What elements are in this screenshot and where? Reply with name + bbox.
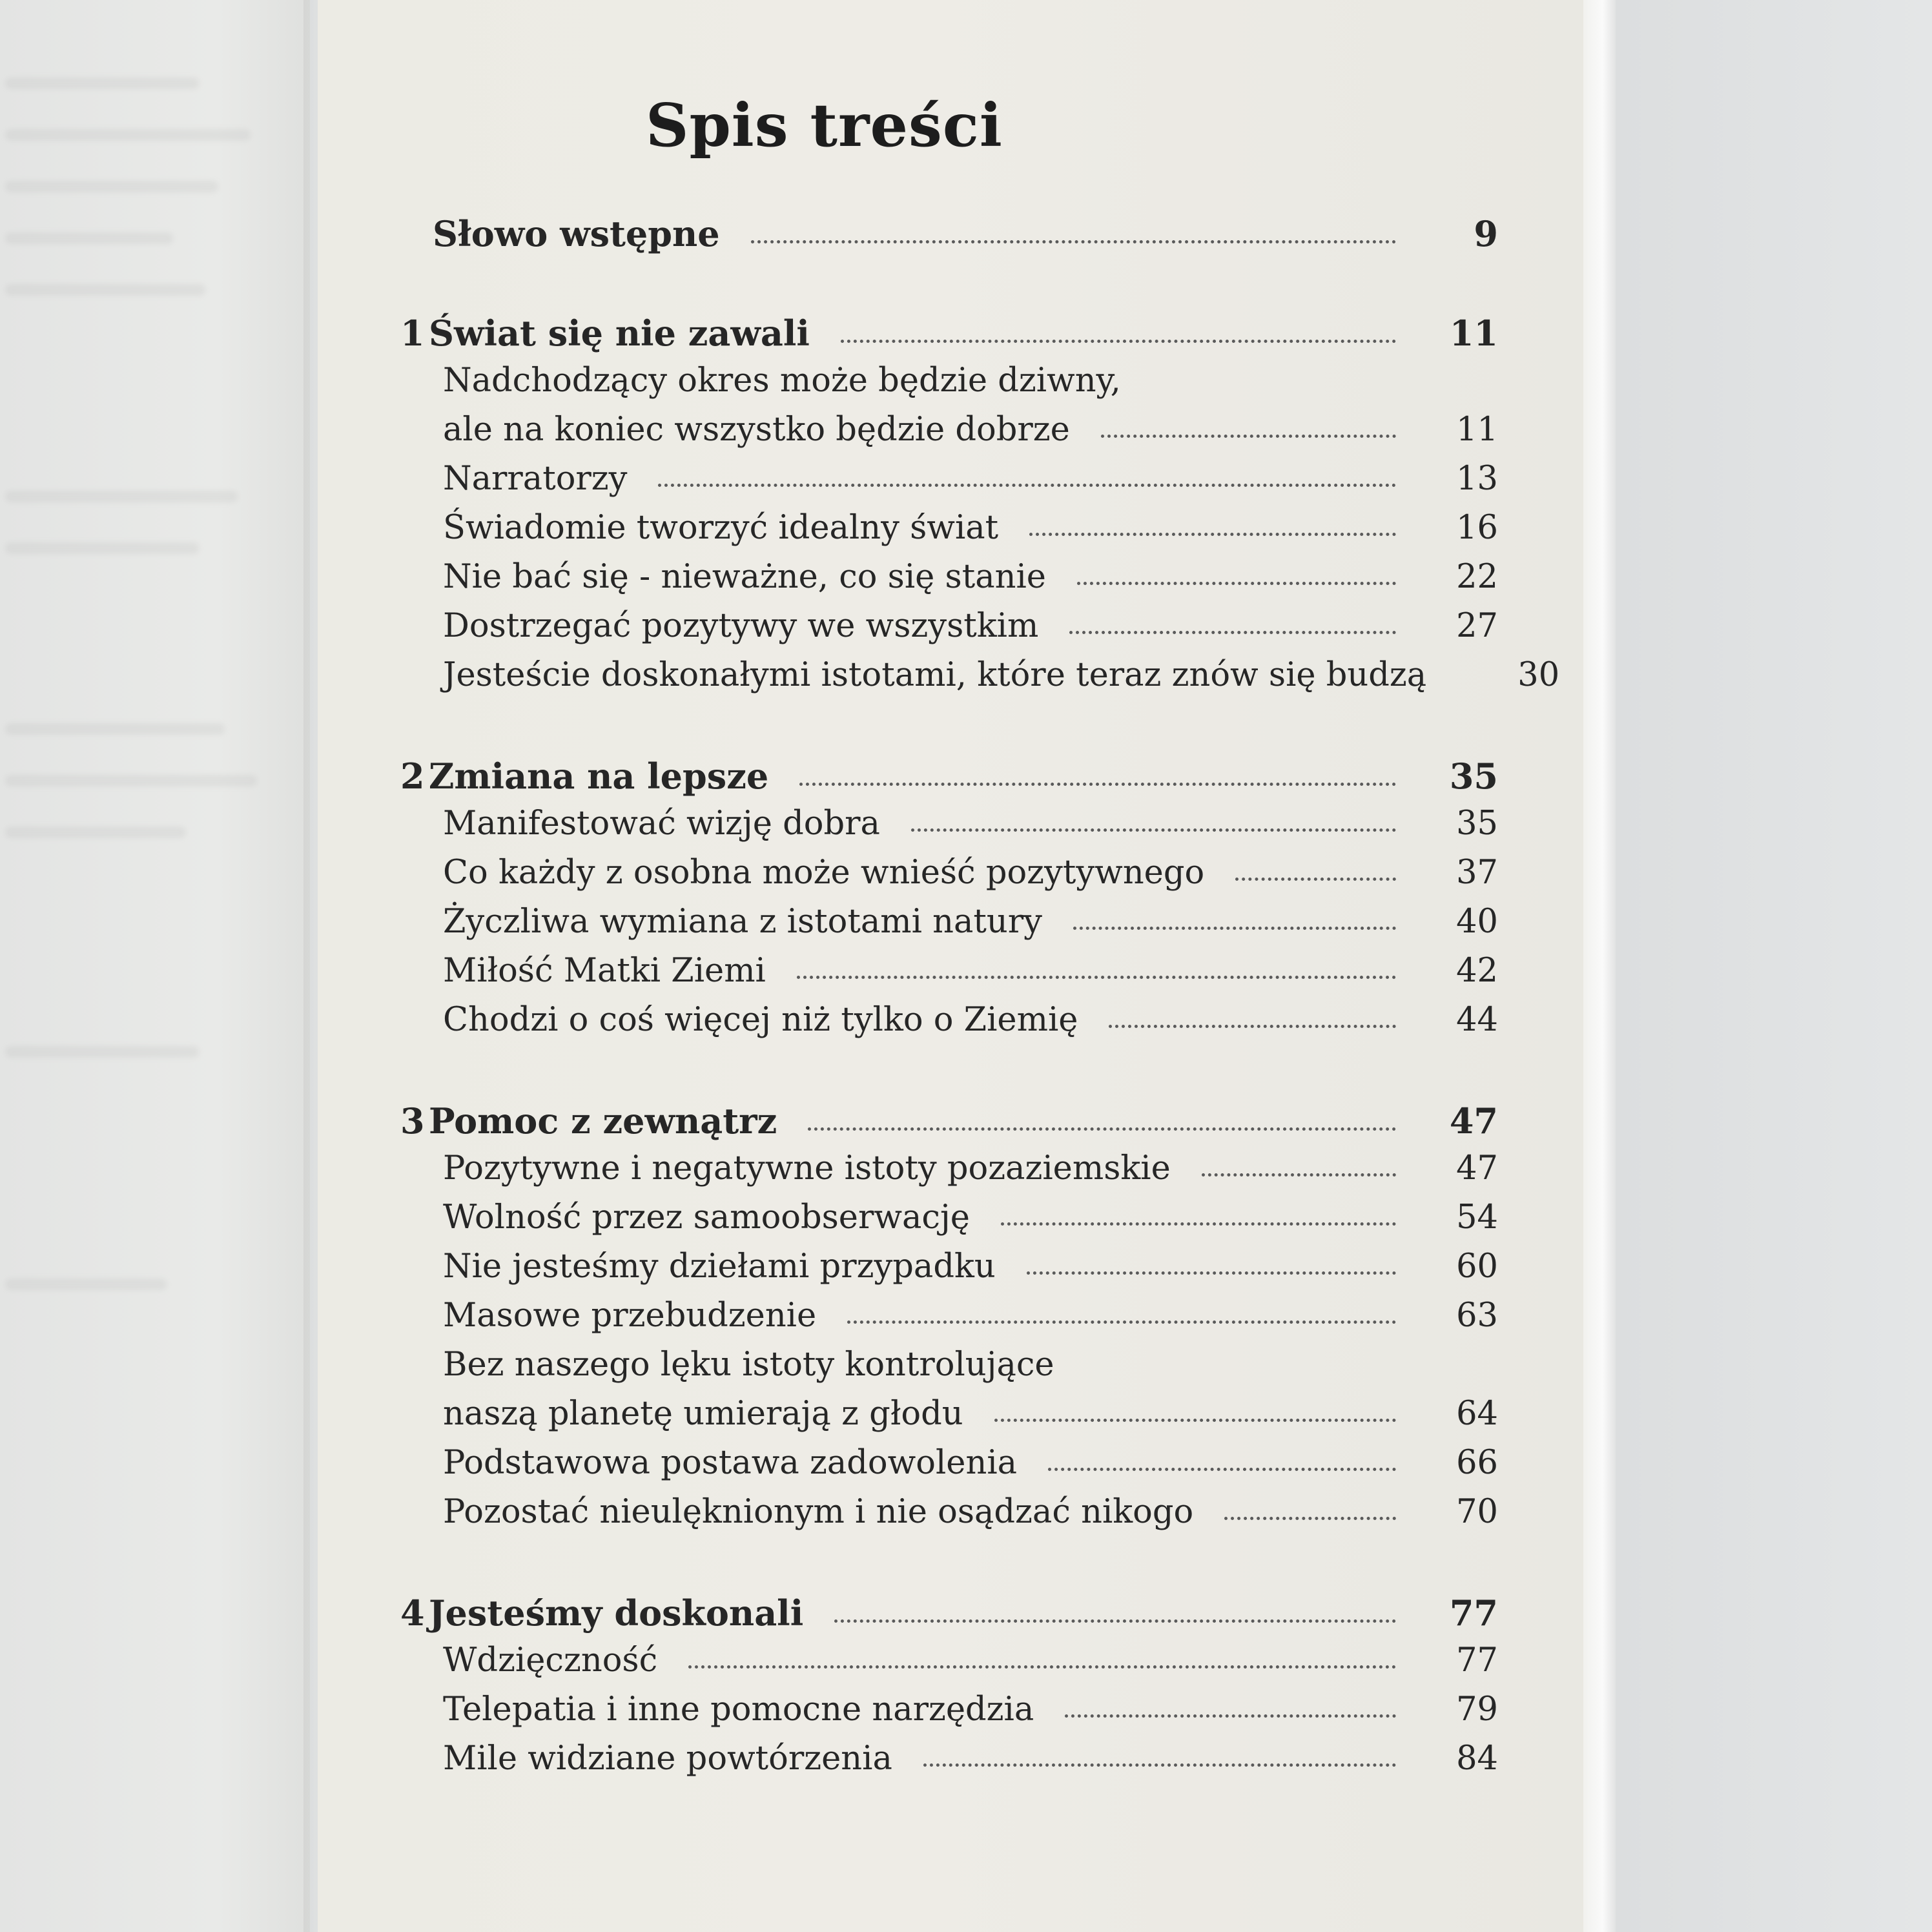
dot-leader xyxy=(1073,927,1396,930)
dot-leader xyxy=(1202,1173,1396,1177)
chapter-title: Pomoc z zewnątrz xyxy=(429,1100,777,1142)
entry-title: Wdzięczność xyxy=(443,1641,658,1680)
preface-section xyxy=(400,213,1498,262)
entry-title: Życzliwa wymiana z istotami natury xyxy=(443,903,1042,941)
chapter-number: 3 xyxy=(400,1100,425,1142)
toc-entry xyxy=(400,1740,1498,1789)
toc-entry xyxy=(400,1346,1498,1395)
dot-leader xyxy=(1235,878,1396,881)
dot-leader xyxy=(911,828,1396,832)
entry-page-number: 22 xyxy=(1456,558,1498,596)
entry-title: Narratorzy xyxy=(443,460,628,498)
dot-leader xyxy=(1077,582,1396,585)
chapter-section xyxy=(400,1592,1498,1789)
entry-title: Nie jesteśmy dziełami przypadku xyxy=(443,1248,996,1286)
dot-leader xyxy=(847,1321,1396,1324)
toc-entry xyxy=(400,1493,1498,1542)
entry-title: Wolność przez samoobserwację xyxy=(443,1198,970,1237)
chapters-list xyxy=(400,313,1560,1789)
show-through-text xyxy=(5,284,205,296)
entry-title: Miłość Matki Ziemi xyxy=(443,952,766,990)
show-through-text xyxy=(5,827,186,838)
dot-leader xyxy=(751,240,1396,243)
background-surface xyxy=(1616,0,1932,1932)
entry-title: Dostrzegać pozytywy we wszystkim xyxy=(443,607,1039,645)
toc-entry xyxy=(400,1641,1498,1690)
toc-entry xyxy=(400,656,1560,705)
entry-title: ale na koniec wszystko będzie dobrze xyxy=(443,411,1070,449)
entry-page-number: 70 xyxy=(1456,1493,1498,1531)
preface-entry xyxy=(400,213,1498,262)
toc-entry xyxy=(400,952,1498,1001)
toc-entry xyxy=(400,903,1498,952)
entry-page-number: 30 xyxy=(1517,656,1560,694)
chapter-page-number: 35 xyxy=(1449,755,1498,797)
preface-label: Słowo wstępne xyxy=(433,213,720,254)
show-through-text xyxy=(5,1279,167,1290)
entry-page-number: 27 xyxy=(1456,607,1498,645)
dot-leader xyxy=(1001,1222,1396,1226)
dot-leader xyxy=(1048,1468,1396,1471)
entry-page-number: 66 xyxy=(1456,1444,1498,1482)
chapter-heading xyxy=(400,755,1498,805)
entry-title: Telepatia i inne pomocne narzędzia xyxy=(443,1690,1034,1729)
table-of-contents xyxy=(400,213,1560,1839)
toc-entry xyxy=(400,1149,1498,1198)
chapter-title: Świat się nie zawali xyxy=(429,313,810,354)
show-through-text xyxy=(5,723,225,735)
entry-title: Mile widziane powtórzenia xyxy=(443,1740,892,1778)
chapter-page-number: 77 xyxy=(1449,1592,1498,1634)
toc-entry xyxy=(400,1395,1498,1444)
entry-page-number: 54 xyxy=(1456,1198,1498,1237)
entry-page-number: 47 xyxy=(1456,1149,1498,1187)
toc-entry xyxy=(400,854,1498,903)
entry-page-number: 42 xyxy=(1456,952,1498,990)
toc-entry xyxy=(400,1690,1498,1740)
toc-entry xyxy=(400,509,1498,558)
show-through-text xyxy=(5,542,199,554)
dot-leader xyxy=(1065,1714,1396,1718)
show-through-text xyxy=(5,1046,199,1058)
entry-page-number: 13 xyxy=(1456,460,1498,498)
chapter-heading xyxy=(400,1592,1498,1641)
chapter-number: 2 xyxy=(400,755,425,797)
dot-leader xyxy=(923,1763,1396,1767)
entry-title: Jesteście doskonałymi istotami, które teraz znów się budzą xyxy=(443,656,1427,694)
entry-page-number: 84 xyxy=(1456,1740,1498,1778)
show-through-text xyxy=(5,181,218,192)
toc-title: Spis treści xyxy=(646,90,1003,160)
toc-entry xyxy=(400,1297,1498,1346)
entry-title: Masowe przebudzenie xyxy=(443,1297,817,1335)
toc-entry xyxy=(400,607,1498,656)
show-through-text xyxy=(5,491,238,502)
dot-leader xyxy=(797,976,1396,979)
entry-page-number: 37 xyxy=(1456,854,1498,892)
dot-leader xyxy=(1101,435,1396,438)
entry-title: Bez naszego lęku istoty kontrolujące xyxy=(443,1346,1054,1384)
toc-entry xyxy=(400,1001,1498,1050)
show-through-text xyxy=(5,77,199,89)
show-through-text xyxy=(5,129,251,141)
entry-title: naszą planetę umierają z głodu xyxy=(443,1395,963,1433)
dot-leader xyxy=(1109,1025,1396,1028)
chapter-section xyxy=(400,1100,1498,1542)
entry-title: Podstawowa postawa zadowolenia xyxy=(443,1444,1018,1482)
entry-page-number: 79 xyxy=(1456,1690,1498,1729)
toc-entry xyxy=(400,558,1498,607)
chapter-page-number: 47 xyxy=(1449,1100,1498,1142)
dot-leader xyxy=(658,484,1396,487)
dot-leader xyxy=(1027,1271,1396,1275)
dot-leader xyxy=(1069,631,1396,634)
entry-title: Manifestować wizję dobra xyxy=(443,805,880,843)
show-through-text xyxy=(5,775,257,786)
dot-leader xyxy=(808,1127,1396,1131)
previous-page xyxy=(0,0,310,1932)
toc-entry xyxy=(400,362,1498,411)
chapter-heading xyxy=(400,313,1498,362)
chapter-number: 1 xyxy=(400,313,425,354)
preface-page-number: 9 xyxy=(1474,213,1498,254)
entry-title: Nie bać się - nieważne, co się stanie xyxy=(443,558,1046,596)
entry-page-number: 16 xyxy=(1456,509,1498,547)
toc-entry xyxy=(400,1248,1498,1297)
entry-page-number: 63 xyxy=(1456,1297,1498,1335)
entry-title: Pozytywne i negatywne istoty pozaziemskie xyxy=(443,1149,1171,1187)
entry-title: Nadchodzący okres może będzie dziwny, xyxy=(443,362,1121,400)
entry-title: Chodzi o coś więcej niż tylko o Ziemię xyxy=(443,1001,1078,1039)
entry-page-number: 40 xyxy=(1456,903,1498,941)
toc-entry xyxy=(400,411,1498,460)
show-through-text xyxy=(5,232,173,244)
chapter-section xyxy=(400,313,1560,705)
chapter-number: 4 xyxy=(400,1592,425,1634)
entry-page-number: 60 xyxy=(1456,1248,1498,1286)
entry-page-number: 44 xyxy=(1456,1001,1498,1039)
entry-title: Pozostać nieulęknionym i nie osądzać nikogo xyxy=(443,1493,1194,1531)
chapter-page-number: 11 xyxy=(1449,313,1498,354)
chapter-title: Jesteśmy doskonali xyxy=(429,1592,804,1634)
entry-page-number: 35 xyxy=(1456,805,1498,843)
chapter-heading xyxy=(400,1100,1498,1149)
dot-leader xyxy=(1224,1517,1396,1520)
dot-leader xyxy=(841,340,1396,343)
dot-leader xyxy=(994,1419,1396,1422)
dot-leader xyxy=(799,783,1396,786)
page-edge xyxy=(1583,0,1616,1932)
entry-title: Co każdy z osobna może wnieść pozytywnego xyxy=(443,854,1205,892)
entry-page-number: 11 xyxy=(1456,411,1498,449)
entry-title: Świadomie tworzyć idealny świat xyxy=(443,509,999,547)
dot-leader xyxy=(1029,533,1396,536)
toc-entry xyxy=(400,1198,1498,1248)
toc-entry xyxy=(400,460,1498,509)
chapter-section xyxy=(400,755,1498,1050)
toc-entry xyxy=(400,805,1498,854)
chapter-title: Zmiana na lepsze xyxy=(429,755,769,797)
toc-entry xyxy=(400,1444,1498,1493)
entry-page-number: 64 xyxy=(1456,1395,1498,1433)
entry-page-number: 77 xyxy=(1456,1641,1498,1680)
dot-leader xyxy=(688,1665,1396,1669)
dot-leader xyxy=(834,1619,1396,1623)
